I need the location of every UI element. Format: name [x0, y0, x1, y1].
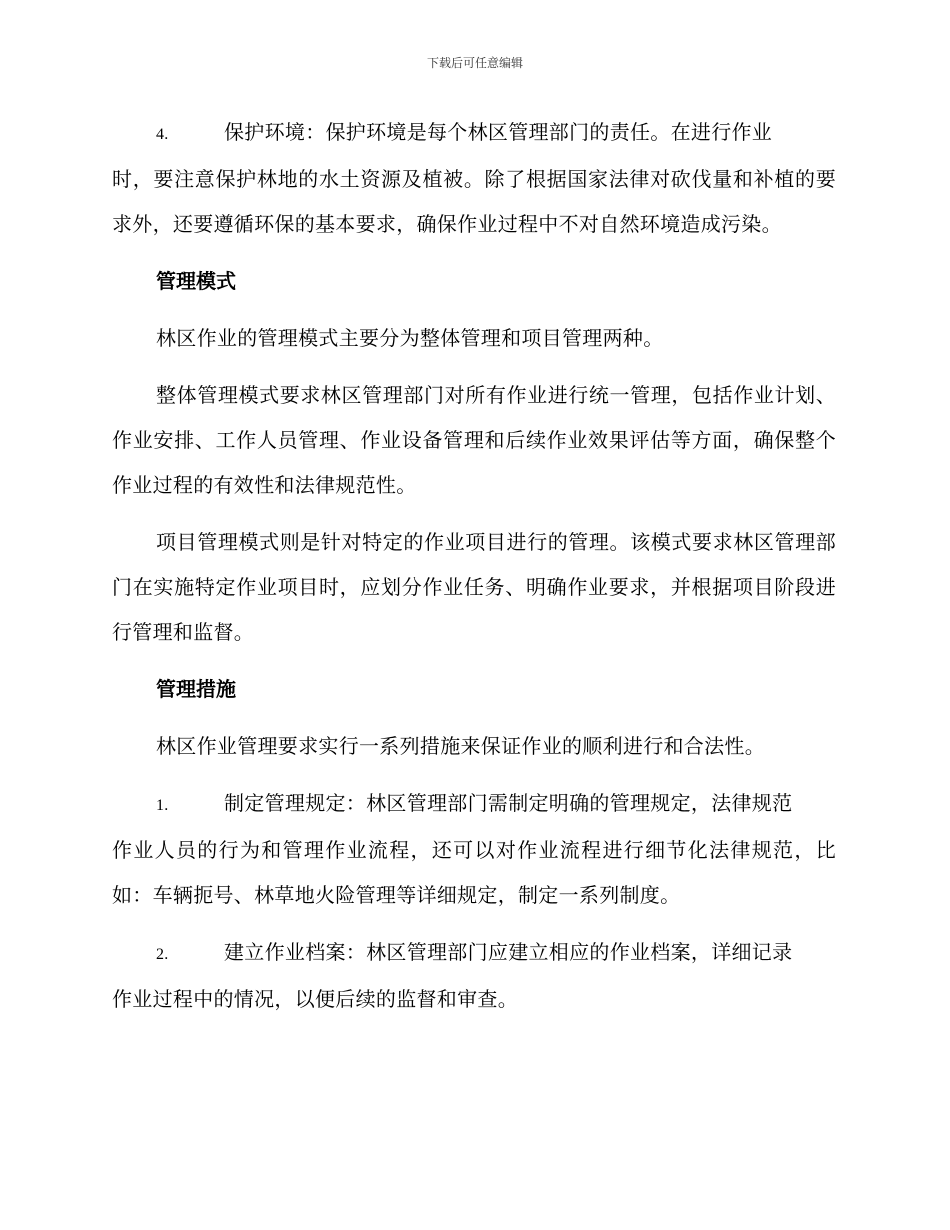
document-body	[112, 110, 836, 1034]
paragraph-mode-intro: 林区作业的管理模式主要分为整体管理和项目管理两种。	[156, 326, 664, 350]
paragraph-overall-management: 整体管理模式要求林区管理部门对所有作业进行统一管理，包括作业计划、作业安排、工作人员管理、作业设备管理和后续作业效果评估等方面，确保整个作业过程的有效性和法律规范性。	[112, 383, 836, 497]
numbered-paragraph-1	[112, 781, 836, 918]
list-number: 2.	[156, 946, 169, 963]
paragraph-project-management: 项目管理模式则是针对特定的作业项目进行的管理。该模式要求林区管理部门在实施特定作业项目时，应划分作业任务、明确作业要求，并根据项目阶段进行管理和监督。	[112, 530, 836, 644]
list-number: 4.	[156, 126, 169, 143]
paragraph-first-line: 制定管理规定：林区管理部门需制定明确的管理规定，法律规范	[224, 791, 793, 815]
paragraph-first-line: 保护环境：保护环境是每个林区管理部门的责任。在进行作业	[224, 120, 773, 144]
paragraph-first-line: 建立作业档案：林区管理部门应建立相应的作业档案，详细记录	[224, 940, 793, 964]
paragraph-measures-intro: 林区作业管理要求实行一系列措施来保证作业的顺利进行和合法性。	[156, 734, 765, 758]
paragraph-continuation: 时，要注意保护林地的水土资源及植被。除了根据国家法律对砍伐量和补植的要求外，还要遵循环保的基本要求，确保作业过程中不对自然环境造成污染。	[112, 167, 836, 236]
paragraph-continuation: 作业过程中的情况，以便后续的监督和审查。	[112, 987, 518, 1011]
list-number: 1.	[156, 797, 169, 814]
numbered-paragraph-4	[112, 110, 836, 247]
numbered-paragraph-2	[112, 930, 836, 1022]
page-header: 下载后可任意编辑	[426, 56, 523, 70]
section-heading-management-measures: 管理措施	[156, 677, 236, 701]
paragraph-continuation: 作业人员的行为和管理作业流程，还可以对作业流程进行细节化法律规范，比如：车辆扼号、林草地火险管理等详细规定，制定一系列制度。	[112, 838, 836, 907]
section-heading-management-mode: 管理模式	[156, 269, 236, 293]
